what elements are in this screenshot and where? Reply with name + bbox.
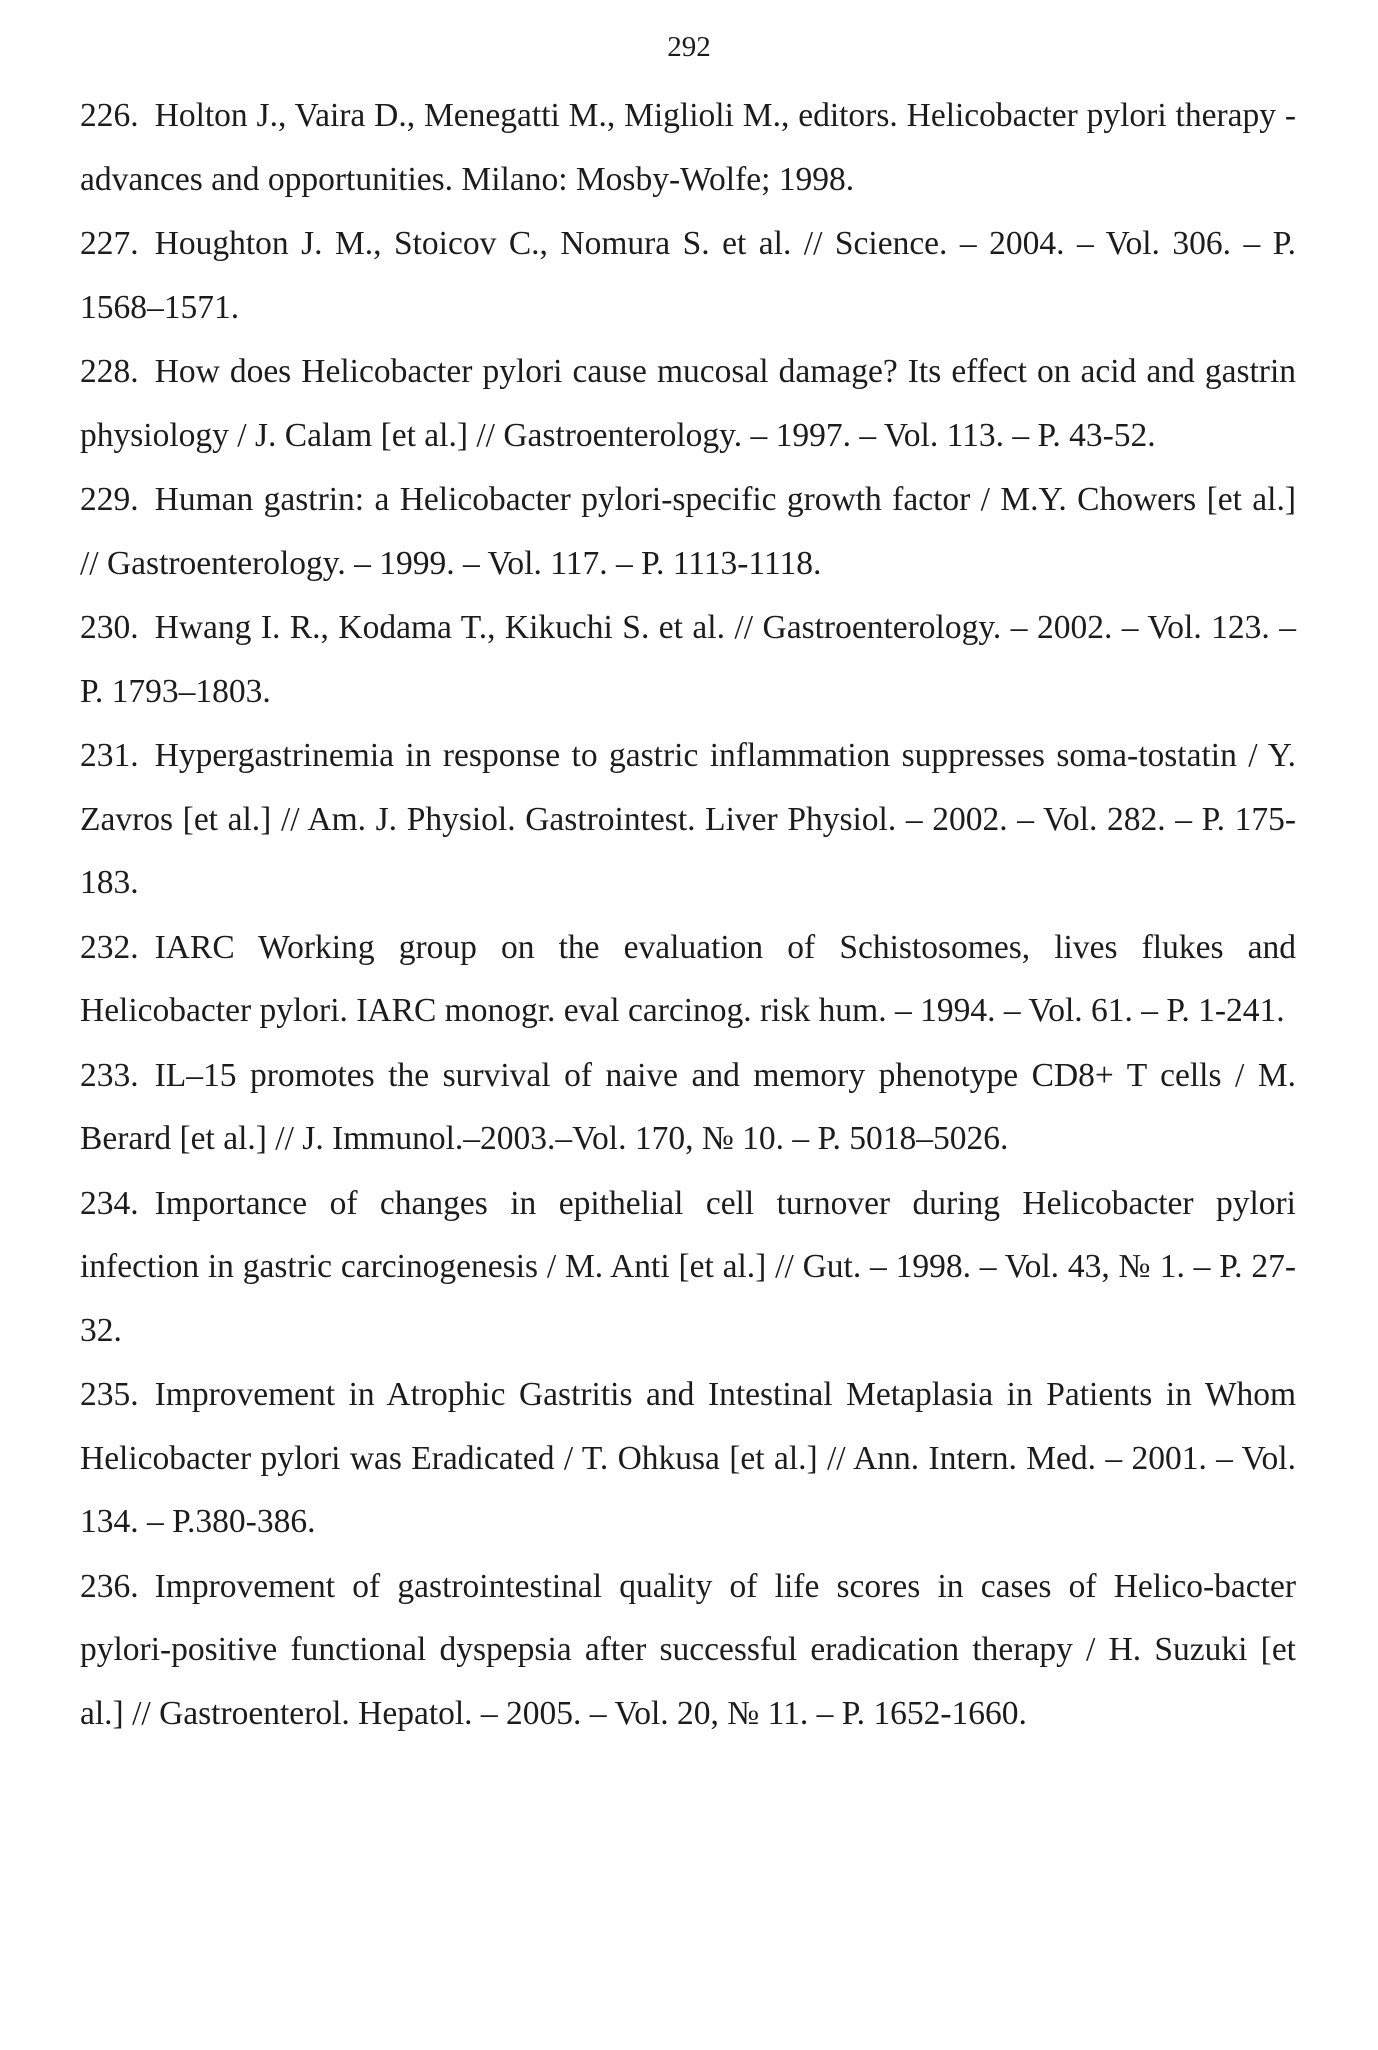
reference-text: How does Helicobacter pylori cause mucosal damage? Its effect on acid and gastrin physiology / J. Calam [et al.] // Gastroenterology. – 1997. – Vol. 113. – P. 43-52. [80, 353, 1296, 454]
reference-item [80, 340, 1296, 467]
page-number: 292 [667, 31, 711, 63]
reference-number: 236. [80, 1567, 139, 1605]
reference-text: Holton J., Vaira D., Menegatti M., Miglioli M., editors. Helicobacter pylori therapy - advances and opportunities. Milano: Mosby-Wolfe; 1998. [80, 97, 1296, 198]
reference-text: Importance of changes in epithelial cell turnover during Helicobacter pylori infection in gastric carcinogenesis / M. Anti [et al.] // Gut. – 1998. – Vol. 43, № 1. – P. 27-32. [80, 1184, 1296, 1349]
reference-number: 232. [80, 928, 139, 966]
reference-number: 227. [80, 225, 139, 262]
reference-item [80, 84, 1296, 211]
reference-text: Hypergastrinemia in response to gastric inflammation suppresses soma-tostatin / Y. Zavros [et al.] // Am. J. Physiol. Gastrointest. Liver Physiol. – 2002. – Vol. 282. – P. 175-183. [80, 737, 1296, 901]
reference-text: Improvement in Atrophic Gastritis and Intestinal Metaplasia in Patients in Whom Helicobacter pylori was Eradicated / T. Ohkusa [et al.] // Ann. Intern. Med. – 2001. – Vol. 134. – P.380-386. [80, 1376, 1296, 1540]
reference-text: Human gastrin: a Helicobacter pylori-specific growth factor / M.Y. Chowers [et al.] // Gastroenterology. – 1999. – Vol. 117. – P. 1113-1118. [80, 481, 1296, 582]
reference-item [80, 1172, 1296, 1363]
reference-number: 228. [80, 353, 139, 390]
reference-text: IARC Working group on the evaluation of Schistosomes, lives flukes and Helicobacter pylori. IARC monogr. eval carcinog. risk hum. – 1994. – Vol. 61. – P. 1-241. [80, 928, 1296, 1029]
reference-list [80, 84, 1296, 1745]
reference-item [80, 1363, 1296, 1554]
reference-number: 235. [80, 1376, 139, 1413]
reference-text: Improvement of gastrointestinal quality of life scores in cases of Helico-bacter pylori-positive functional dyspepsia after successful eradication therapy / H. Suzuki [et al.] // Gastroenterol. Hepatol. – 2005. – Vol. 20, № 11. – P. 1652-1660. [80, 1567, 1296, 1732]
reference-number: 229. [80, 481, 139, 518]
reference-item [80, 916, 1296, 1043]
reference-number: 230. [80, 609, 139, 646]
reference-text: Houghton J. M., Stoicov C., Nomura S. et al. // Science. – 2004. – Vol. 306. – P. 1568–1571. [80, 225, 1296, 326]
reference-item [80, 1044, 1296, 1171]
reference-text: Hwang I. R., Kodama T., Kikuchi S. et al. // Gastroenterology. – 2002. – Vol. 123. – P. 1793–1803. [80, 609, 1296, 710]
reference-item [80, 212, 1296, 339]
reference-item [80, 468, 1296, 595]
reference-item [80, 596, 1296, 723]
reference-number: 234. [80, 1184, 139, 1222]
reference-number: 226. [80, 97, 139, 134]
reference-number: 231. [80, 737, 139, 774]
reference-item [80, 724, 1296, 915]
reference-item [80, 1555, 1296, 1746]
reference-text: IL–15 promotes the survival of naive and memory phenotype CD8+ T cells / M. Berard [et al.] // J. Immunol.–2003.–Vol. 170, № 10. – P. 5018–5026. [80, 1056, 1296, 1157]
reference-number: 233. [80, 1056, 139, 1094]
